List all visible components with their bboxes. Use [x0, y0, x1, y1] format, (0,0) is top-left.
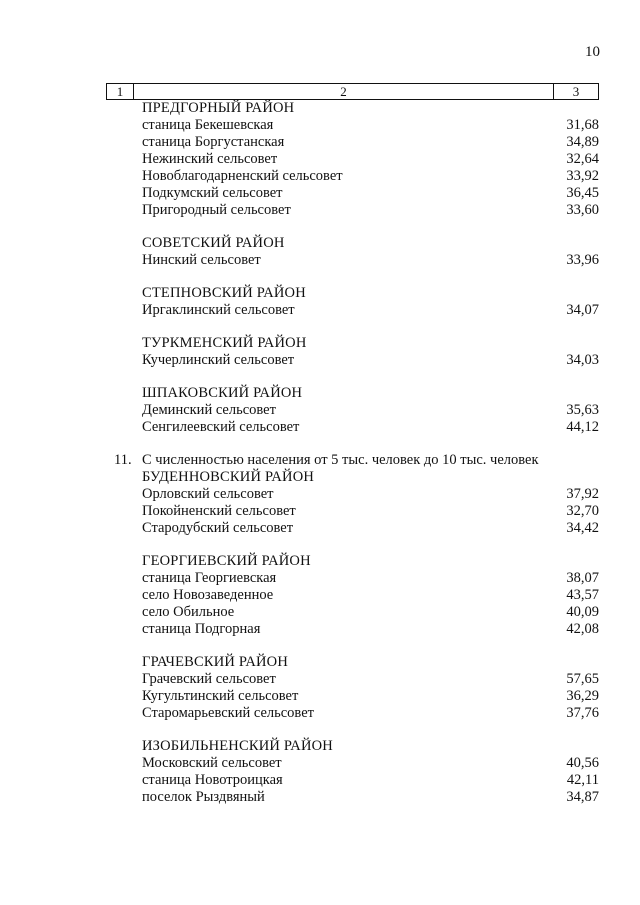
row-number	[106, 520, 142, 537]
row-value: 36,45	[566, 185, 599, 201]
section-header	[106, 235, 599, 252]
table-row	[106, 503, 599, 520]
row-value: 34,89	[566, 134, 599, 150]
settlement-name: поселок Рыздвяный	[142, 789, 265, 805]
settlement-name: Подкумский сельсовет	[142, 185, 283, 201]
section-header	[106, 385, 599, 402]
table-row	[106, 402, 599, 419]
table-row	[106, 705, 599, 722]
section-header	[106, 553, 599, 570]
settlement-name: Деминский сельсовет	[142, 402, 276, 418]
row-value: 44,12	[566, 419, 599, 435]
row-number	[106, 688, 142, 705]
table-row	[106, 168, 599, 185]
settlement-name: Стародубский сельсовет	[142, 520, 294, 536]
row-value	[539, 335, 599, 352]
table-row	[106, 252, 599, 269]
header-col-2: 2	[134, 84, 554, 99]
row-value: 31,68	[566, 117, 599, 133]
row-number	[106, 604, 142, 621]
row-value: 40,09	[566, 604, 599, 620]
row-number	[106, 302, 142, 319]
row-value: 32,70	[566, 503, 599, 519]
row-value	[539, 285, 599, 302]
settlement-name: станица Бекешевская	[142, 117, 274, 133]
table-row	[106, 789, 599, 806]
row-value: 35,63	[566, 402, 599, 418]
row-value	[539, 654, 599, 671]
settlement-name: Старомарьевский сельсовет	[142, 705, 314, 721]
row-value: 34,87	[566, 789, 599, 805]
row-number	[106, 621, 142, 638]
settlement-name: Орловский сельсовет	[142, 486, 274, 502]
section-title: ГЕОРГИЕВСКИЙ РАЙОН	[142, 553, 311, 569]
row-value	[539, 235, 599, 252]
row-value	[539, 100, 599, 117]
row-number	[106, 168, 142, 185]
row-value	[539, 385, 599, 402]
row-value: 36,29	[566, 688, 599, 704]
row-number	[106, 402, 142, 419]
row-number	[106, 285, 142, 302]
row-number	[106, 772, 142, 789]
settlement-name: станица Подгорная	[142, 621, 261, 637]
row-number	[106, 553, 142, 570]
table-row	[106, 117, 599, 134]
table-row	[106, 302, 599, 319]
table-row	[106, 604, 599, 621]
settlement-name: Новоблагодарненский сельсовет	[142, 168, 343, 184]
row-number	[106, 202, 142, 219]
row-value: 38,07	[566, 570, 599, 586]
table-row	[106, 151, 599, 168]
settlement-name: Иргаклинский сельсовет	[142, 302, 295, 318]
row-number	[106, 235, 142, 252]
row-number	[106, 185, 142, 202]
settlement-name: село Новозаведенное	[142, 587, 274, 603]
settlement-name: Сенгилеевский сельсовет	[142, 419, 300, 435]
section-header	[106, 738, 599, 755]
settlement-name: Кугультинский сельсовет	[142, 688, 299, 704]
settlement-name: С численностью населения от 5 тыс. человек до 10 тыс. человек	[142, 452, 539, 468]
row-number	[106, 469, 142, 486]
section-header	[106, 654, 599, 671]
settlement-name: Покойненский сельсовет	[142, 503, 296, 519]
table-header	[106, 83, 599, 100]
table-row	[106, 772, 599, 789]
table-row	[106, 134, 599, 151]
row-number	[106, 738, 142, 755]
row-value: 33,92	[566, 168, 599, 184]
table-body	[106, 100, 599, 806]
section-title: ШПАКОВСКИЙ РАЙОН	[142, 385, 303, 401]
row-value: 42,08	[566, 621, 599, 637]
section-title: ТУРКМЕНСКИЙ РАЙОН	[142, 335, 307, 351]
row-number	[106, 654, 142, 671]
settlement-name: станица Боргустанская	[142, 134, 285, 150]
row-number	[106, 335, 142, 352]
section-title: БУДЕННОВСКИЙ РАЙОН	[142, 469, 315, 485]
row-value: 34,42	[566, 520, 599, 536]
section-title: ГРАЧЕВСКИЙ РАЙОН	[142, 654, 289, 670]
group-heading	[106, 452, 599, 469]
row-value: 37,92	[566, 486, 599, 502]
row-number	[106, 671, 142, 688]
row-number	[106, 151, 142, 168]
row-value: 34,03	[566, 352, 599, 368]
row-number	[106, 570, 142, 587]
section-title: СТЕПНОВСКИЙ РАЙОН	[142, 285, 306, 301]
settlement-name: Грачевский сельсовет	[142, 671, 276, 687]
header-col-3: 3	[572, 84, 580, 99]
page-number: 10	[585, 44, 600, 60]
settlement-name: Пригородный сельсовет	[142, 202, 291, 218]
section-header	[106, 469, 599, 486]
row-number	[106, 705, 142, 722]
table-row	[106, 587, 599, 604]
row-number	[106, 419, 142, 436]
row-value	[539, 452, 599, 469]
section-title: СОВЕТСКИЙ РАЙОН	[142, 235, 285, 251]
table-row	[106, 419, 599, 436]
section-header	[106, 285, 599, 302]
row-value	[539, 553, 599, 570]
section-title: ИЗОБИЛЬНЕНСКИЙ РАЙОН	[142, 738, 333, 754]
row-number	[106, 352, 142, 369]
row-value: 57,65	[566, 671, 599, 687]
row-value: 32,64	[566, 151, 599, 167]
row-value: 33,60	[566, 202, 599, 218]
table-row	[106, 621, 599, 638]
row-number	[106, 100, 142, 117]
settlement-name: Кучерлинский сельсовет	[142, 352, 295, 368]
row-number	[106, 385, 142, 402]
table-row	[106, 352, 599, 369]
row-number	[106, 117, 142, 134]
section-header	[106, 100, 599, 117]
row-number	[106, 789, 142, 806]
row-number	[106, 486, 142, 503]
settlement-name: станица Новотроицкая	[142, 772, 283, 788]
settlement-name: Нинский сельсовет	[142, 252, 261, 268]
row-value: 37,76	[566, 705, 599, 721]
settlement-name: село Обильное	[142, 604, 235, 620]
row-number: 11.	[114, 452, 132, 468]
row-value: 34,07	[566, 302, 599, 318]
section-title: ПРЕДГОРНЫЙ РАЙОН	[142, 100, 295, 116]
row-value: 33,96	[566, 252, 599, 268]
settlement-name: станица Георгиевская	[142, 570, 277, 586]
table-row	[106, 671, 599, 688]
table-row	[106, 570, 599, 587]
table-row	[106, 520, 599, 537]
settlement-name: Нежинский сельсовет	[142, 151, 278, 167]
row-number	[106, 134, 142, 151]
row-number	[106, 252, 142, 269]
table-row	[106, 486, 599, 503]
row-value: 40,56	[566, 755, 599, 771]
row-value	[539, 469, 599, 486]
table-row	[106, 755, 599, 772]
table-row	[106, 688, 599, 705]
header-col-1: 1	[107, 84, 134, 99]
settlement-name: Московский сельсовет	[142, 755, 282, 771]
table-row	[106, 185, 599, 202]
table-row	[106, 202, 599, 219]
row-value	[539, 738, 599, 755]
row-number	[106, 755, 142, 772]
section-header	[106, 335, 599, 352]
row-value: 43,57	[566, 587, 599, 603]
row-value: 42,11	[566, 772, 599, 788]
row-number	[106, 503, 142, 520]
row-number	[106, 587, 142, 604]
